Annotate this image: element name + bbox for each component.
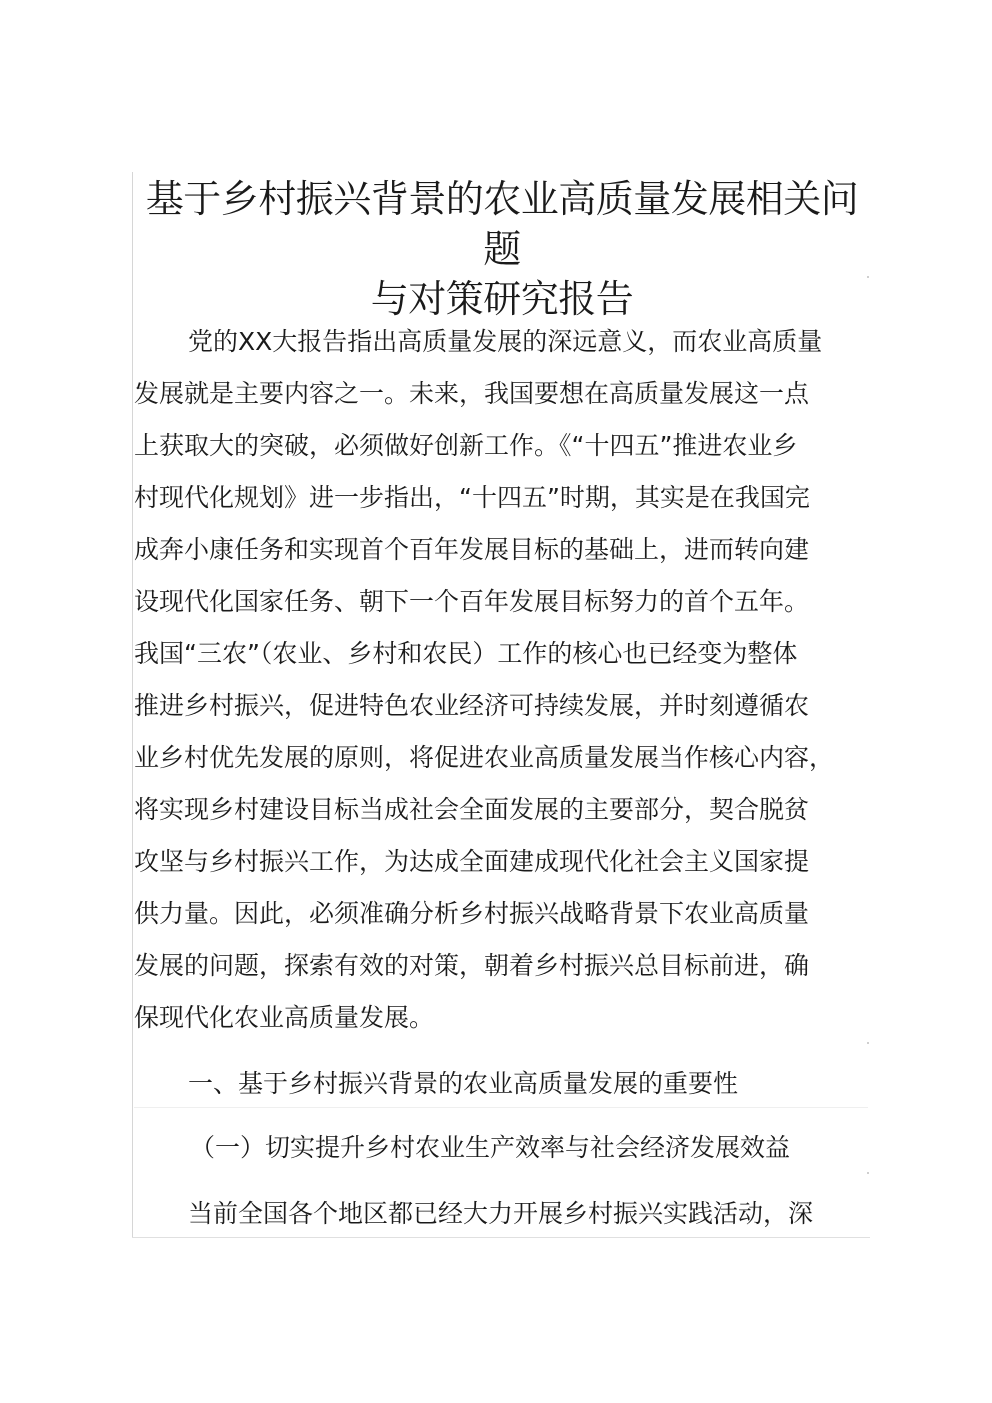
body-paragraph-start: 当前全国各个地区都已经大力开展乡村振兴实践活动，深 (188, 1199, 814, 1228)
paragraph-line: 上获取大的突破，必须做好创新工作。《“十四五”推进农业乡 (134, 431, 798, 460)
paragraph-line: 推进乡村振兴，促进特色农业经济可持续发展，并时刻遵循农 (134, 691, 810, 720)
corner-mark (867, 1172, 869, 1174)
document-title (134, 174, 870, 324)
paragraph-line: 供力量。因此，必须准确分析乡村振兴战略背景下农业高质量 (134, 899, 810, 928)
paragraph-line: 保现代化农业高质量发展。 (134, 1003, 435, 1032)
corner-mark (867, 1042, 869, 1044)
title-line-2: 与对策研究报告 (370, 277, 634, 321)
paragraph-line: 设现代化国家任务、朝下一个百年发展目标努力的首个五年。 (134, 587, 810, 616)
subsection-heading: （一）切实提升乡村农业生产效率与社会经济发展效益 (190, 1133, 791, 1162)
paragraph-line: 发展的问题，探索有效的对策，朝着乡村振兴总目标前进，确 (134, 951, 810, 980)
paragraph-line: 攻坚与乡村振兴工作，为达成全面建成现代化社会主义国家提 (134, 847, 810, 876)
section-divider (134, 1107, 868, 1108)
paragraph-line: 发展就是主要内容之一。未来，我国要想在高质量发展这一点 (134, 379, 810, 408)
corner-mark (867, 276, 869, 278)
paragraph-line: 村现代化规划》进一步指出，“十四五”时期，其实是在我国完 (134, 483, 810, 512)
paragraph-line: 党的XX大报告指出高质量发展的深远意义，而农业高质量 (188, 327, 823, 356)
page-bottom-border (132, 1237, 870, 1238)
paragraph-line: 将实现乡村建设目标当成社会全面发展的主要部分，契合脱贫 (134, 795, 810, 824)
page-left-border (132, 172, 133, 1238)
section-heading: 一、基于乡村振兴背景的农业高质量发展的重要性 (188, 1069, 739, 1098)
paragraph-line: 我国“三农”（农业、乡村和农民）工作的核心也已经变为整体 (134, 639, 798, 668)
paragraph-line: 业乡村优先发展的原则，将促进农业高质量发展当作核心内容， (134, 743, 835, 772)
paragraph-line: 成奔小康任务和实现首个百年发展目标的基础上，进而转向建 (134, 535, 810, 564)
title-line-1: 基于乡村振兴背景的农业高质量发展相关问题 (145, 177, 859, 271)
